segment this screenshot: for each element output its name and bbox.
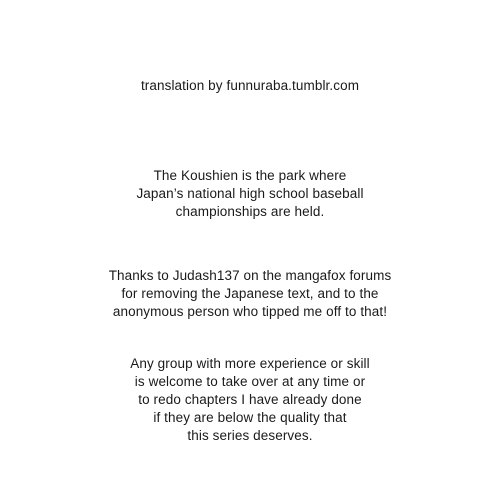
translation-credit — [0, 77, 500, 95]
koushien-note-line: The Koushien is the park where — [153, 168, 347, 183]
koushien-note-line: Japan’s national high school baseball — [136, 186, 364, 201]
koushien-note-line: championships are held. — [175, 204, 325, 219]
thanks-line: Thanks to Judash137 on the mangafox forums — [108, 268, 392, 283]
thanks-paragraph — [0, 267, 500, 321]
invitation-line: Any group with more experience or skill — [130, 356, 370, 371]
invitation-line: is welcome to take over at any time or — [134, 374, 366, 389]
invitation-line: if they are below the quality that — [153, 410, 347, 425]
thanks-line: for removing the Japanese text, and to the — [121, 286, 379, 301]
koushien-note — [0, 167, 500, 221]
translation-credit-line: translation by funnuraba.tumblr.com — [140, 78, 360, 93]
thanks-line: anonymous person who tipped me off to that! — [112, 304, 388, 319]
invitation-line: this series deserves. — [187, 428, 313, 443]
group-invitation — [0, 355, 500, 445]
invitation-line: to redo chapters I have already done — [138, 392, 362, 407]
